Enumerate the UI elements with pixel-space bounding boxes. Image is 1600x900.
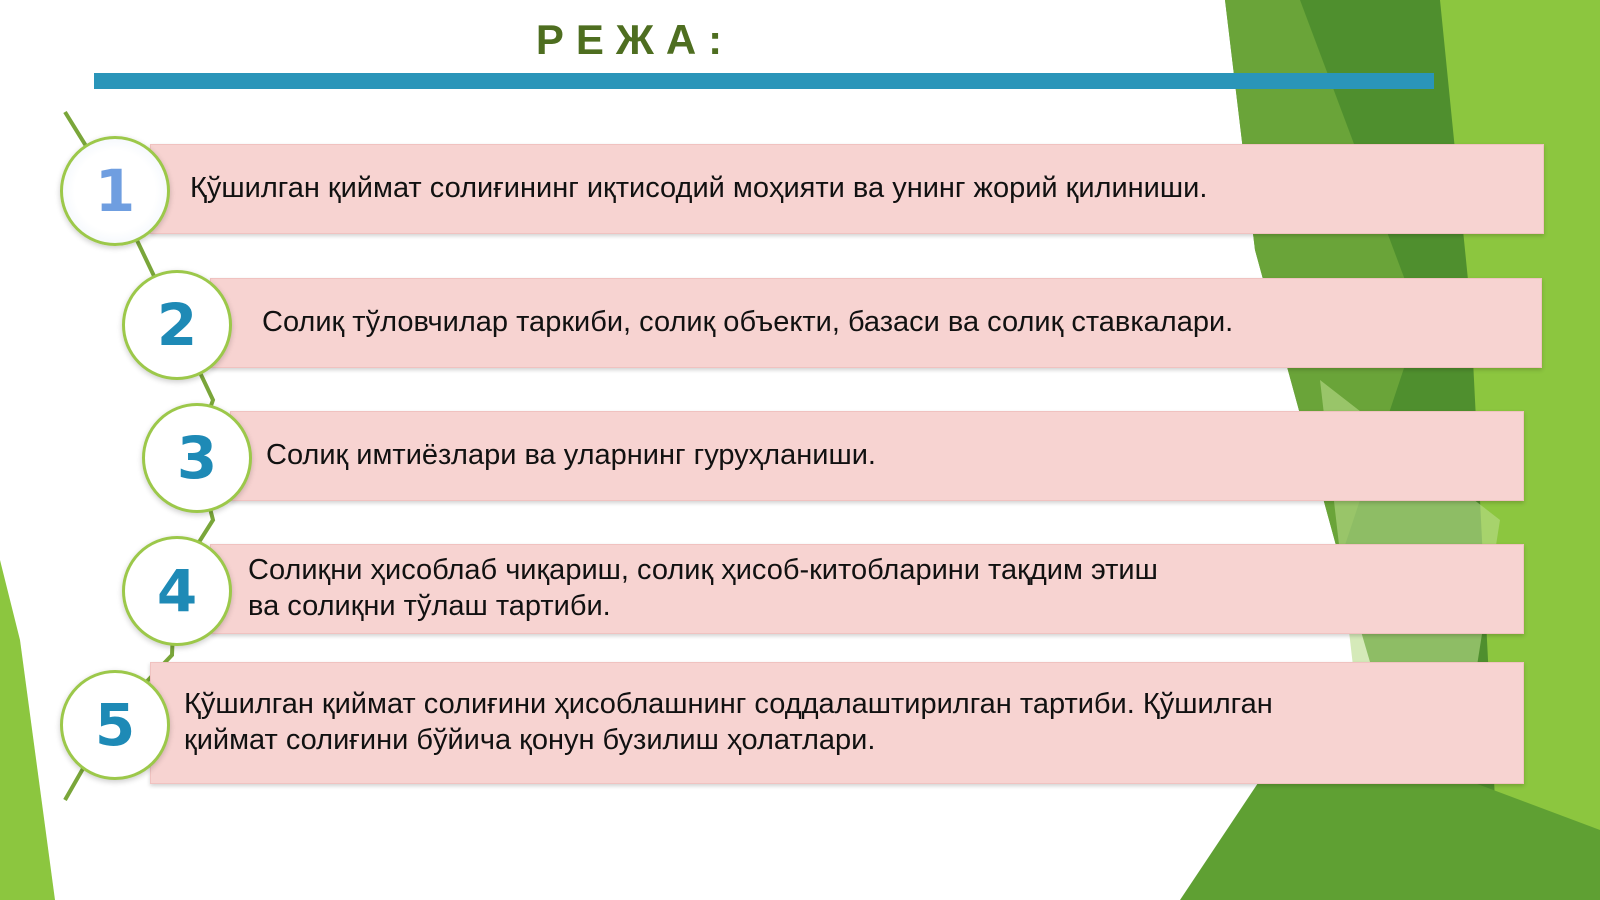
plan-item-3-number: 3: [142, 403, 252, 513]
plan-item-5-text: Қўшилган қиймат солиғини ҳисоблашнинг соддалаштирилган тартиби. Қўшилган қиймат солиғини бўйича қонун бузилиш ҳолатлари.: [184, 688, 1273, 756]
plan-item-1-text: Қўшилган қиймат солиғининг иқтисодий моҳияти ва унинг жорий қилиниши.: [190, 172, 1208, 204]
plan-item-4-number: 4: [122, 536, 232, 646]
plan-item-5-number: 5: [60, 670, 170, 780]
plan-item-3-text: Солиқ имтиёзлари ва уларнинг гуруҳланиши.: [266, 439, 876, 471]
plan-item-2-number: 2: [122, 270, 232, 380]
plan-item-2-text: Солиқ тўловчилар таркиби, солиқ объекти, базаси ва солиқ ставкалари.: [262, 306, 1234, 338]
slide-title: РЕЖА:: [535, 16, 735, 63]
plan-item-1-number: 1: [60, 136, 170, 246]
plan-item-4-text: Солиқни ҳисоблаб чиқариш, солиқ ҳисоб-китобларини тақдим этиш ва солиқни тўлаш тартиби.: [248, 554, 1158, 622]
